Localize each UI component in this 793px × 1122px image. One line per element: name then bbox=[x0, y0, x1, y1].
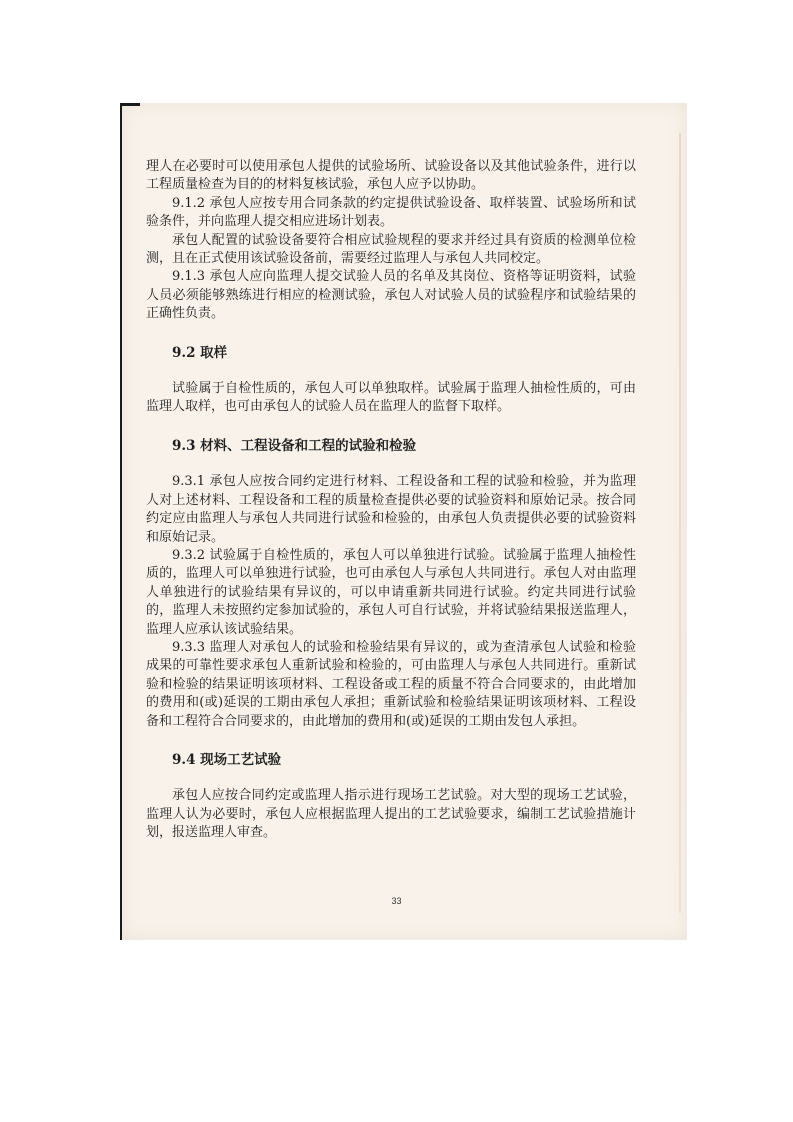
clause-9-3-3: 9.3.3 监理人对承包人的试验和检验结果有异议的，或为查清承包人试验和检验成果的可靠性要求承包人重新试验和检验的，可由监理人与承包人共同进行。重新试验和检验的结果证明该项材料、工程设备或工程的质量不符合合同要求的，由此增加的费用和(或)延误的工期由承包人承担；重新试验和检验结果证明该项材料、工程设备和工程符合合同要求的，由此增加的费用和(或)延误的工期由发包人承担。 bbox=[146, 639, 636, 729]
page-right-edge bbox=[679, 133, 681, 913]
clause-9-1-2: 9.1.2 承包人应按专用合同条款的约定提供试验设备、取样装置、试验场所和试验条件，并向监理人提交相应进场计划表。 bbox=[146, 195, 636, 230]
clause-9-1-3: 9.1.3 承包人应向监理人提交试验人员的名单及其岗位、资格等证明资料，试验人员必须能够熟练进行相应的检测试验，承包人对试验人员的试验程序和试验结果的正确性负责。 bbox=[146, 269, 636, 322]
paragraph-test-equipment: 承包人配置的试验设备要符合相应试验规程的要求并经过具有资质的检测单位检测，且在正式使用该试验设备前，需要经过监理人与承包人共同校定。 bbox=[146, 232, 636, 267]
clause-9-3-1: 9.3.1 承包人应按合同约定进行材料、工程设备和工程的试验和检验，并为监理人对上述材料、工程设备和工程的质量检查提供必要的试验资料和原始记录。按合同约定应由监理人与承包人共同进行试验和检验的，由承包人负责提供必要的试验资料和原始记录。 bbox=[146, 474, 636, 545]
paragraph-sampling: 试验属于自检性质的，承包人可以单独取样。试验属于监理人抽检性质的，可由监理人取样，也可由承包人的试验人员在监理人的监督下取样。 bbox=[146, 381, 636, 415]
section-heading-9-2: 9.2 取样 bbox=[172, 344, 228, 361]
paragraph-site-process-test: 承包人应按合同约定或监理人指示进行现场工艺试验。对大型的现场工艺试验，监理人认为必要时，承包人应根据监理人提出的工艺试验要求，编制工艺试验措施计划，报送监理人审查。 bbox=[146, 788, 636, 841]
section-heading-9-3: 9.3 材料、工程设备和工程的试验和检验 bbox=[172, 437, 417, 454]
section-heading-9-4: 9.4 现场工艺试验 bbox=[172, 751, 282, 768]
paragraph-continuation: 理人在必要时可以使用承包人提供的试验场所、试验设备以及其他试验条件，进行以工程质量检查为目的的材料复核试验，承包人应予以协助。 bbox=[146, 159, 636, 193]
page-number: 33 bbox=[391, 896, 402, 906]
page-edge-mark bbox=[122, 103, 140, 106]
clause-9-3-2: 9.3.2 试验属于自检性质的，承包人可以单独进行试验。试验属于监理人抽检性质的，监理人可以单独进行试验，也可由承包人与承包人共同进行。承包人对由监理人单独进行的试验结果有异议的，可以申请重新共同进行试验。约定共同进行试验的，监理人未按照约定参加试验的，承包人可自行试验，并将试验结果报送监理人，监理人应承认该试验结果。 bbox=[146, 547, 636, 637]
document-body bbox=[146, 158, 636, 843]
